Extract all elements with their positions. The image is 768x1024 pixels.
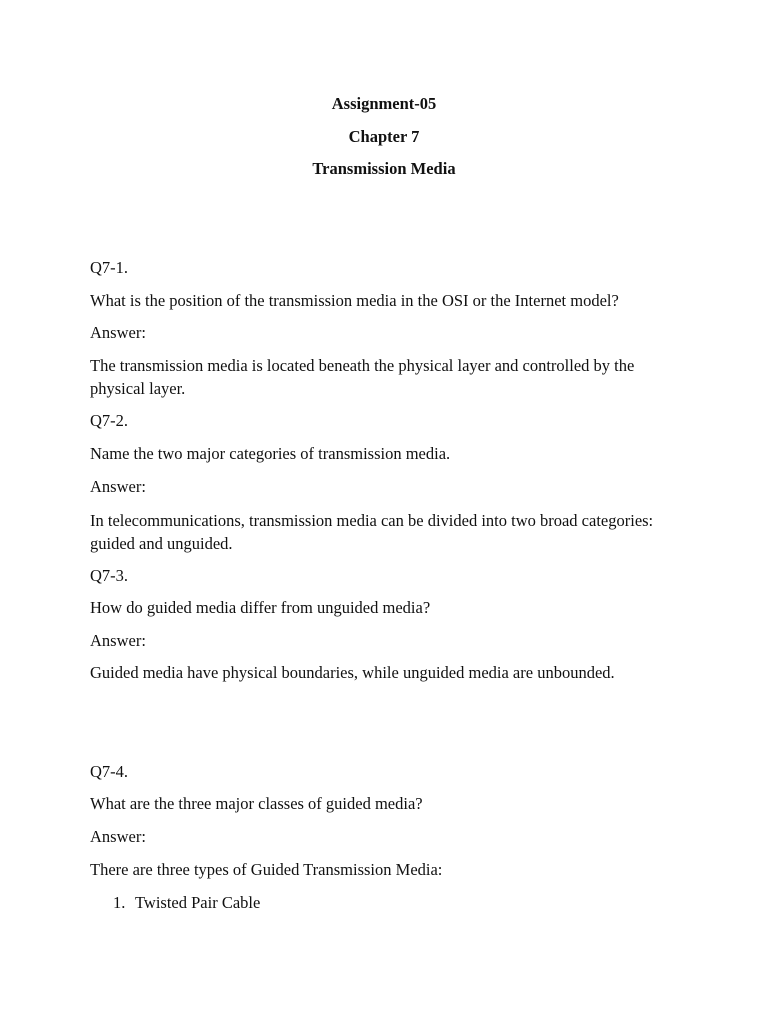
answer-label: Answer: [90,827,146,846]
chapter-title: Chapter 7 [348,127,420,146]
answer-label: Answer: [90,631,146,650]
topic-title: Transmission Media [312,159,456,178]
question-text: What are the three major classes of guided media? [90,794,423,813]
list-item-number: 1. [113,893,126,912]
assignment-title: Assignment-05 [331,94,437,113]
question-number: Q7-2. [90,411,129,430]
answer-text: There are three types of Guided Transmission Media: [90,860,443,879]
answer-label: Answer: [90,323,146,342]
question-number: Q7-3. [90,566,129,585]
question-text: Name the two major categories of transmission media. [90,444,451,463]
question-number: Q7-1. [90,258,129,277]
question-number: Q7-4. [90,762,129,781]
list-item-text: Twisted Pair Cable [135,893,261,912]
list-item [113,892,260,914]
answer-text: Guided media have physical boundaries, while unguided media are unbounded. [90,663,615,682]
question-text: How do guided media differ from unguided media? [90,598,431,617]
answer-text: In telecommunications, transmission media can be divided into two broad categories: guided and unguided. [90,511,654,553]
answer-text: The transmission media is located beneath the physical layer and controlled by the physical layer. [90,356,635,398]
question-text: What is the position of the transmission media in the OSI or the Internet model? [90,291,619,310]
answer-label: Answer: [90,477,146,496]
